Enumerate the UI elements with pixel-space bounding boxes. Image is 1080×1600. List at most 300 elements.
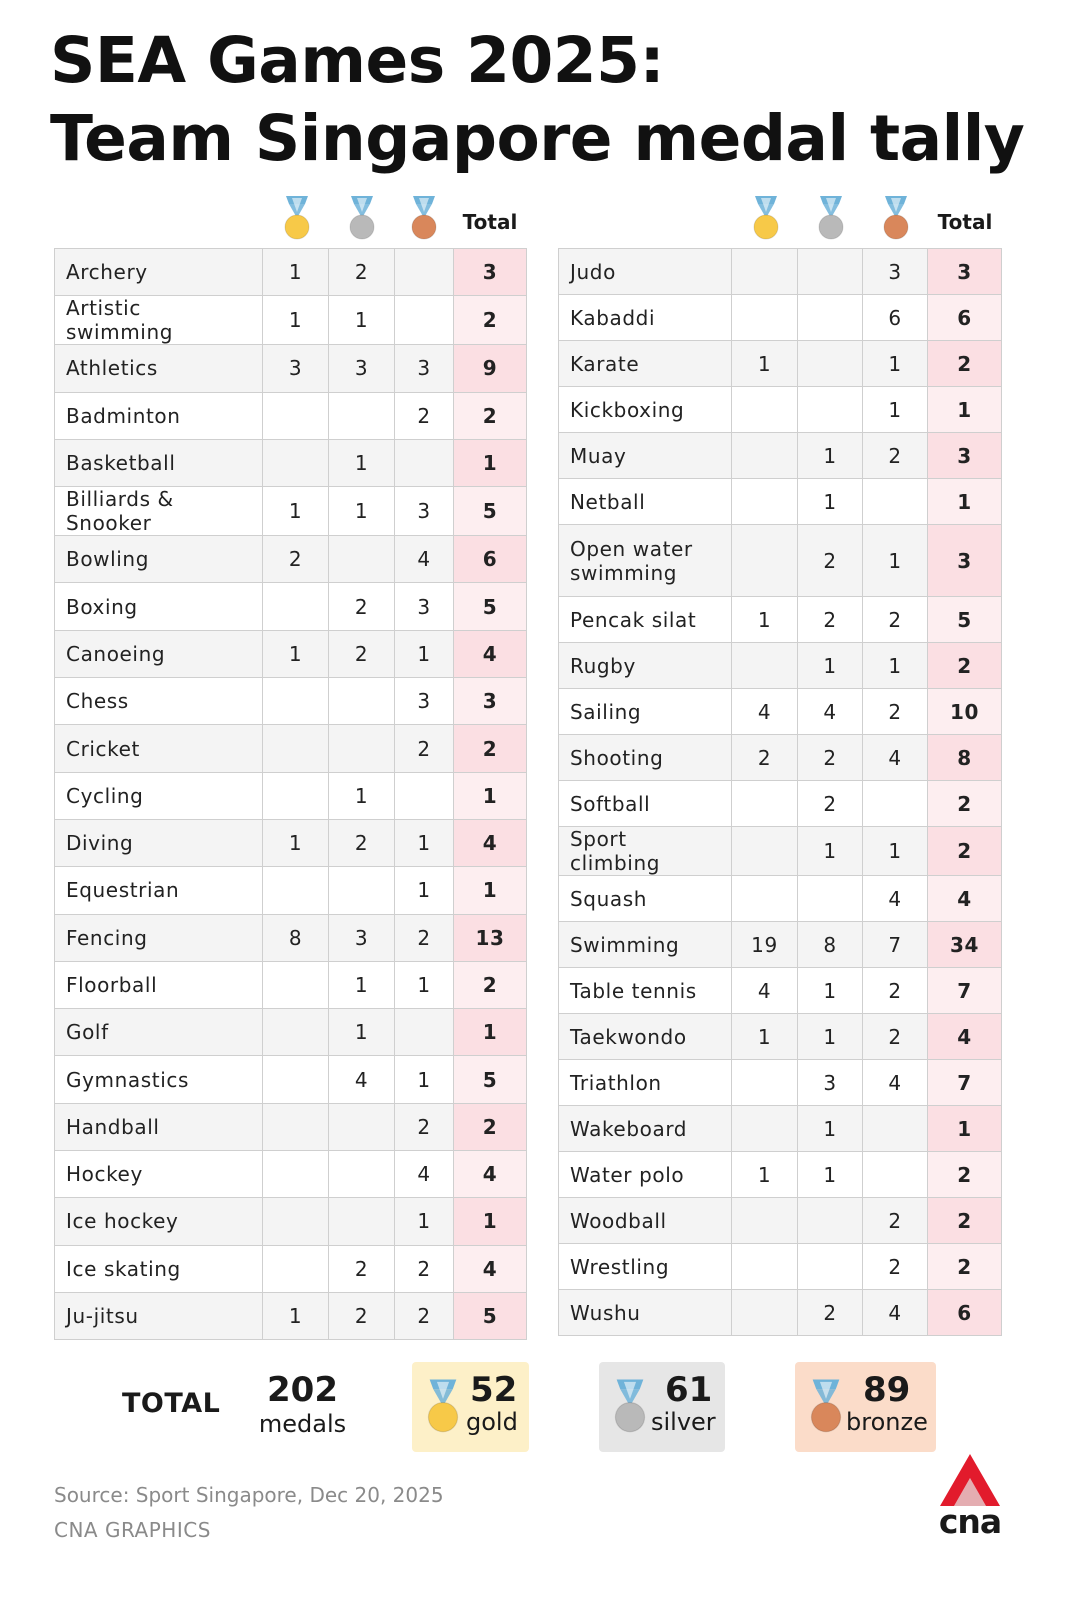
gold-count-cell: 1 bbox=[732, 597, 798, 643]
table-row bbox=[559, 968, 1002, 1014]
total-count-cell: 4 bbox=[454, 630, 527, 677]
silver-count-cell bbox=[329, 1198, 395, 1245]
total-count-cell: 6 bbox=[454, 536, 527, 583]
bronze-count-cell: 1 bbox=[395, 630, 454, 677]
left-medal-table-panel bbox=[54, 190, 527, 1340]
total-count-cell: 5 bbox=[454, 583, 527, 630]
summary-label: TOTAL bbox=[122, 1388, 221, 1419]
total-count-cell: 7 bbox=[928, 968, 1002, 1014]
table-row bbox=[559, 922, 1002, 968]
sport-name-cell: Wrestling bbox=[559, 1244, 732, 1290]
total-count-cell: 6 bbox=[928, 295, 1002, 341]
total-count-cell: 2 bbox=[928, 1152, 1002, 1198]
total-count-cell: 3 bbox=[928, 249, 1002, 295]
table-row bbox=[55, 1103, 527, 1150]
gold-count: 52 bbox=[470, 1370, 518, 1410]
silver-count-cell bbox=[329, 392, 395, 439]
total-count-cell: 1 bbox=[454, 1009, 527, 1056]
sport-name-cell: Floorball bbox=[55, 961, 263, 1008]
total-medals bbox=[250, 1370, 355, 1438]
bronze-count-cell: 2 bbox=[863, 968, 928, 1014]
sport-name-cell: Water polo bbox=[559, 1152, 732, 1198]
sport-name-cell: Basketball bbox=[55, 439, 263, 486]
gold-count-cell bbox=[732, 876, 798, 922]
bronze-count-cell: 2 bbox=[395, 392, 454, 439]
bronze-count-cell: 4 bbox=[863, 1060, 928, 1106]
medal-summary bbox=[0, 1362, 1080, 1454]
table-row bbox=[55, 439, 527, 486]
silver-count-cell: 1 bbox=[798, 643, 863, 689]
silver-medal-icon bbox=[817, 194, 845, 240]
sport-name-cell: Hockey bbox=[55, 1151, 263, 1198]
table-row bbox=[559, 1060, 1002, 1106]
gold-count-cell bbox=[732, 249, 798, 295]
silver-count-cell: 2 bbox=[329, 819, 395, 866]
gold-count-cell: 2 bbox=[263, 536, 329, 583]
table-row bbox=[55, 536, 527, 583]
table-row bbox=[55, 249, 527, 296]
silver-count-cell: 1 bbox=[798, 433, 863, 479]
silver-count-cell: 1 bbox=[329, 487, 395, 536]
bronze-count-cell bbox=[395, 772, 454, 819]
right-medal-table-panel bbox=[558, 190, 1002, 1336]
silver-count-cell: 1 bbox=[798, 479, 863, 525]
sport-name-cell: Triathlon bbox=[559, 1060, 732, 1106]
total-count-cell: 2 bbox=[928, 781, 1002, 827]
total-count-cell: 2 bbox=[928, 827, 1002, 876]
silver-count-cell bbox=[798, 341, 863, 387]
bronze-medal-icon bbox=[410, 194, 438, 240]
total-count-cell: 2 bbox=[928, 341, 1002, 387]
sport-name-cell: Badminton bbox=[55, 392, 263, 439]
bronze-count-cell bbox=[395, 249, 454, 296]
table-row bbox=[55, 1292, 527, 1339]
gold-count-cell: 1 bbox=[263, 296, 329, 345]
gold-count-cell bbox=[263, 678, 329, 725]
total-count-cell: 6 bbox=[928, 1290, 1002, 1336]
cna-logo bbox=[934, 1452, 1006, 1542]
sport-name-cell: Judo bbox=[559, 249, 732, 295]
silver-count-cell bbox=[798, 876, 863, 922]
sport-name-cell: Bowling bbox=[55, 536, 263, 583]
total-count-cell: 2 bbox=[454, 1103, 527, 1150]
gold-count-cell bbox=[732, 525, 798, 597]
silver-count-cell: 3 bbox=[329, 914, 395, 961]
sport-name-cell: Ice skating bbox=[55, 1245, 263, 1292]
table-row bbox=[55, 1009, 527, 1056]
total-column-header: Total bbox=[462, 210, 518, 234]
table-row bbox=[559, 1198, 1002, 1244]
bronze-summary-box bbox=[795, 1362, 936, 1452]
silver-summary-box bbox=[599, 1362, 725, 1452]
gold-medal-icon bbox=[283, 194, 311, 240]
total-count-cell: 5 bbox=[928, 597, 1002, 643]
total-count-cell: 13 bbox=[454, 914, 527, 961]
silver-count-cell: 2 bbox=[798, 1290, 863, 1336]
gold-count-cell: 1 bbox=[732, 341, 798, 387]
silver-count-cell: 2 bbox=[329, 583, 395, 630]
sport-name-cell: Cycling bbox=[55, 772, 263, 819]
sport-name-cell: Golf bbox=[55, 1009, 263, 1056]
total-count-cell: 4 bbox=[454, 819, 527, 866]
silver-count-cell: 1 bbox=[329, 772, 395, 819]
sport-name-cell: Cricket bbox=[55, 725, 263, 772]
gold-count-cell: 4 bbox=[732, 968, 798, 1014]
total-count-cell: 2 bbox=[454, 961, 527, 1008]
silver-count-cell: 2 bbox=[329, 249, 395, 296]
title-line-1: SEA Games 2025: bbox=[50, 24, 665, 97]
table-row bbox=[559, 295, 1002, 341]
gold-count-cell bbox=[732, 781, 798, 827]
gold-count-cell bbox=[263, 1245, 329, 1292]
gold-count-cell bbox=[263, 1103, 329, 1150]
sport-name-cell: Equestrian bbox=[55, 867, 263, 914]
silver-count-cell: 1 bbox=[329, 1009, 395, 1056]
bronze-count-cell bbox=[863, 1106, 928, 1152]
table-row bbox=[55, 583, 527, 630]
total-count-cell: 1 bbox=[928, 1106, 1002, 1152]
silver-count-cell bbox=[329, 867, 395, 914]
silver-count: 61 bbox=[665, 1370, 713, 1410]
bronze-count-cell: 1 bbox=[395, 961, 454, 1008]
gold-medal-icon bbox=[752, 194, 780, 240]
bronze-count-cell: 2 bbox=[395, 1245, 454, 1292]
sport-name-cell: Sport climbing bbox=[559, 827, 732, 876]
table-row bbox=[559, 1014, 1002, 1060]
table-row bbox=[559, 597, 1002, 643]
left-medal-table bbox=[54, 248, 527, 1340]
total-count-cell: 4 bbox=[928, 876, 1002, 922]
bronze-count-cell: 2 bbox=[863, 1014, 928, 1060]
gold-count-cell: 1 bbox=[263, 249, 329, 296]
gold-count-cell: 2 bbox=[732, 735, 798, 781]
silver-count-cell bbox=[798, 387, 863, 433]
total-count-cell: 10 bbox=[928, 689, 1002, 735]
bronze-medal-icon bbox=[809, 1376, 843, 1434]
total-count-cell: 2 bbox=[928, 1244, 1002, 1290]
gold-count-cell: 19 bbox=[732, 922, 798, 968]
table-row bbox=[559, 341, 1002, 387]
gold-count-cell: 8 bbox=[263, 914, 329, 961]
total-count-cell: 1 bbox=[454, 439, 527, 486]
gold-count-cell bbox=[263, 439, 329, 486]
bronze-count-cell: 2 bbox=[863, 1244, 928, 1290]
sport-name-cell: Squash bbox=[559, 876, 732, 922]
gold-count-cell bbox=[263, 1009, 329, 1056]
total-count-cell: 2 bbox=[454, 725, 527, 772]
silver-count-cell: 2 bbox=[798, 735, 863, 781]
total-column-header: Total bbox=[937, 210, 993, 234]
total-count-cell: 5 bbox=[454, 1056, 527, 1103]
sport-name-cell: Shooting bbox=[559, 735, 732, 781]
bronze-count-cell: 1 bbox=[863, 525, 928, 597]
sport-name-cell: Fencing bbox=[55, 914, 263, 961]
sport-name-cell: Archery bbox=[55, 249, 263, 296]
table-row bbox=[55, 345, 527, 392]
table-row bbox=[55, 630, 527, 677]
bronze-count-cell: 1 bbox=[395, 819, 454, 866]
sport-name-cell: Chess bbox=[55, 678, 263, 725]
table-row bbox=[55, 1198, 527, 1245]
bronze-count-cell: 3 bbox=[863, 249, 928, 295]
right-table-header bbox=[558, 190, 1002, 248]
gold-count-cell bbox=[263, 583, 329, 630]
gold-count-cell: 4 bbox=[732, 689, 798, 735]
gold-count-cell: 1 bbox=[263, 487, 329, 536]
table-row bbox=[559, 1106, 1002, 1152]
silver-count-cell bbox=[329, 725, 395, 772]
table-row bbox=[559, 1244, 1002, 1290]
gold-count-cell: 1 bbox=[263, 819, 329, 866]
bronze-count-cell: 1 bbox=[863, 341, 928, 387]
total-count-cell: 8 bbox=[928, 735, 1002, 781]
total-count-cell: 1 bbox=[454, 772, 527, 819]
silver-count-cell bbox=[798, 1244, 863, 1290]
silver-count-cell: 1 bbox=[798, 968, 863, 1014]
graphics-credit: CNA GRAPHICS bbox=[54, 1518, 211, 1542]
total-count-cell: 1 bbox=[454, 867, 527, 914]
bronze-count-cell bbox=[863, 781, 928, 827]
bronze-count-cell: 2 bbox=[395, 914, 454, 961]
total-count-cell: 1 bbox=[454, 1198, 527, 1245]
sport-name-cell: Kabaddi bbox=[559, 295, 732, 341]
silver-count-cell bbox=[798, 1198, 863, 1244]
table-row bbox=[559, 433, 1002, 479]
table-row bbox=[559, 249, 1002, 295]
silver-count-cell: 3 bbox=[329, 345, 395, 392]
sport-name-cell: Netball bbox=[559, 479, 732, 525]
total-medals-value: 202 bbox=[267, 1370, 338, 1410]
gold-unit: gold bbox=[466, 1408, 518, 1436]
gold-count-cell bbox=[732, 387, 798, 433]
total-count-cell: 3 bbox=[454, 249, 527, 296]
total-count-cell: 2 bbox=[928, 1198, 1002, 1244]
bronze-count-cell: 3 bbox=[395, 583, 454, 630]
cna-logo-text: cna bbox=[938, 1502, 1002, 1541]
silver-count-cell: 2 bbox=[798, 597, 863, 643]
gold-count-cell: 1 bbox=[263, 630, 329, 677]
gold-count-cell bbox=[732, 295, 798, 341]
sport-name-cell: Diving bbox=[55, 819, 263, 866]
gold-count-cell bbox=[263, 725, 329, 772]
silver-medal-icon bbox=[613, 1376, 647, 1434]
gold-summary-box bbox=[412, 1362, 529, 1452]
bronze-count-cell: 7 bbox=[863, 922, 928, 968]
total-count-cell: 3 bbox=[454, 678, 527, 725]
bronze-count-cell: 4 bbox=[395, 1151, 454, 1198]
silver-count-cell: 4 bbox=[329, 1056, 395, 1103]
total-count-cell: 2 bbox=[928, 643, 1002, 689]
total-count-cell: 3 bbox=[928, 433, 1002, 479]
sport-name-cell: Softball bbox=[559, 781, 732, 827]
gold-count-cell: 1 bbox=[732, 1014, 798, 1060]
silver-unit: silver bbox=[651, 1408, 716, 1436]
sport-name-cell: Ju-jitsu bbox=[55, 1292, 263, 1339]
silver-count-cell: 2 bbox=[329, 1292, 395, 1339]
table-row bbox=[559, 525, 1002, 597]
gold-count-cell bbox=[732, 827, 798, 876]
bronze-count-cell: 3 bbox=[395, 345, 454, 392]
table-row bbox=[55, 725, 527, 772]
table-row bbox=[559, 827, 1002, 876]
bronze-count-cell bbox=[395, 439, 454, 486]
silver-count-cell: 2 bbox=[798, 781, 863, 827]
table-row bbox=[559, 1152, 1002, 1198]
bronze-count-cell: 1 bbox=[395, 867, 454, 914]
table-row bbox=[55, 1151, 527, 1198]
total-count-cell: 2 bbox=[454, 296, 527, 345]
silver-count-cell: 2 bbox=[329, 630, 395, 677]
silver-count-cell: 3 bbox=[798, 1060, 863, 1106]
bronze-count-cell: 3 bbox=[395, 487, 454, 536]
gold-count-cell bbox=[732, 479, 798, 525]
bronze-count-cell: 4 bbox=[395, 536, 454, 583]
bronze-count-cell: 2 bbox=[395, 1103, 454, 1150]
gold-count-cell bbox=[263, 392, 329, 439]
silver-count-cell: 8 bbox=[798, 922, 863, 968]
table-row bbox=[559, 781, 1002, 827]
gold-count-cell bbox=[732, 1244, 798, 1290]
bronze-medal-icon bbox=[882, 194, 910, 240]
gold-count-cell bbox=[263, 867, 329, 914]
bronze-count-cell: 4 bbox=[863, 1290, 928, 1336]
table-row bbox=[55, 487, 527, 536]
total-count-cell: 3 bbox=[928, 525, 1002, 597]
total-count-cell: 4 bbox=[454, 1151, 527, 1198]
right-medal-table bbox=[558, 248, 1002, 1336]
sport-name-cell: Open water swimming bbox=[559, 525, 732, 597]
total-count-cell: 2 bbox=[454, 392, 527, 439]
total-count-cell: 1 bbox=[928, 479, 1002, 525]
source-note: Source: Sport Singapore, Dec 20, 2025 bbox=[54, 1483, 444, 1507]
total-count-cell: 9 bbox=[454, 345, 527, 392]
cna-logo-mark-icon bbox=[934, 1452, 1006, 1508]
gold-count-cell bbox=[263, 1151, 329, 1198]
table-row bbox=[55, 914, 527, 961]
silver-count-cell: 2 bbox=[329, 1245, 395, 1292]
gold-count-cell bbox=[732, 643, 798, 689]
table-row bbox=[55, 867, 527, 914]
gold-count-cell bbox=[732, 1106, 798, 1152]
total-count-cell: 4 bbox=[454, 1245, 527, 1292]
sport-name-cell: Swimming bbox=[559, 922, 732, 968]
total-count-cell: 5 bbox=[454, 487, 527, 536]
sport-name-cell: Canoeing bbox=[55, 630, 263, 677]
bronze-count-cell: 3 bbox=[395, 678, 454, 725]
gold-count-cell: 3 bbox=[263, 345, 329, 392]
gold-count-cell bbox=[732, 1290, 798, 1336]
total-count-cell: 4 bbox=[928, 1014, 1002, 1060]
sport-name-cell: Gymnastics bbox=[55, 1056, 263, 1103]
sport-name-cell: Karate bbox=[559, 341, 732, 387]
silver-count-cell bbox=[329, 678, 395, 725]
bronze-count-cell: 1 bbox=[863, 827, 928, 876]
table-row bbox=[559, 689, 1002, 735]
silver-count-cell: 4 bbox=[798, 689, 863, 735]
table-row bbox=[55, 772, 527, 819]
bronze-count-cell: 6 bbox=[863, 295, 928, 341]
table-row bbox=[559, 876, 1002, 922]
bronze-count-cell: 2 bbox=[863, 689, 928, 735]
silver-count-cell bbox=[329, 536, 395, 583]
bronze-count-cell: 2 bbox=[863, 597, 928, 643]
bronze-count-cell: 1 bbox=[863, 643, 928, 689]
total-count-cell: 5 bbox=[454, 1292, 527, 1339]
sport-name-cell: Table tennis bbox=[559, 968, 732, 1014]
bronze-count-cell: 4 bbox=[863, 735, 928, 781]
sport-name-cell: Rugby bbox=[559, 643, 732, 689]
silver-count-cell bbox=[329, 1151, 395, 1198]
sport-name-cell: Taekwondo bbox=[559, 1014, 732, 1060]
gold-count-cell bbox=[263, 772, 329, 819]
bronze-count-cell: 2 bbox=[395, 725, 454, 772]
bronze-count-cell: 2 bbox=[863, 1198, 928, 1244]
silver-count-cell: 2 bbox=[798, 525, 863, 597]
silver-count-cell: 1 bbox=[329, 961, 395, 1008]
gold-count-cell: 1 bbox=[263, 1292, 329, 1339]
bronze-count-cell: 1 bbox=[395, 1056, 454, 1103]
bronze-count: 89 bbox=[863, 1370, 911, 1410]
sport-name-cell: Pencak silat bbox=[559, 597, 732, 643]
table-row bbox=[55, 961, 527, 1008]
bronze-unit: bronze bbox=[846, 1408, 928, 1436]
table-row bbox=[55, 819, 527, 866]
sport-name-cell: Billiards & Snooker bbox=[55, 487, 263, 536]
silver-count-cell: 1 bbox=[798, 1106, 863, 1152]
silver-count-cell: 1 bbox=[798, 1014, 863, 1060]
sport-name-cell: Boxing bbox=[55, 583, 263, 630]
bronze-count-cell: 2 bbox=[863, 433, 928, 479]
bronze-count-cell: 2 bbox=[395, 1292, 454, 1339]
silver-count-cell: 1 bbox=[329, 296, 395, 345]
sport-name-cell: Athletics bbox=[55, 345, 263, 392]
sport-name-cell: Muay bbox=[559, 433, 732, 479]
total-count-cell: 34 bbox=[928, 922, 1002, 968]
sport-name-cell: Wakeboard bbox=[559, 1106, 732, 1152]
gold-count-cell bbox=[263, 1198, 329, 1245]
table-row bbox=[559, 1290, 1002, 1336]
silver-count-cell: 1 bbox=[798, 827, 863, 876]
bronze-count-cell bbox=[863, 1152, 928, 1198]
bronze-count-cell bbox=[863, 479, 928, 525]
silver-count-cell: 1 bbox=[329, 439, 395, 486]
sport-name-cell: Woodball bbox=[559, 1198, 732, 1244]
silver-count-cell bbox=[329, 1103, 395, 1150]
table-row bbox=[55, 1245, 527, 1292]
gold-count-cell bbox=[263, 961, 329, 1008]
sport-name-cell: Ice hockey bbox=[55, 1198, 263, 1245]
total-count-cell: 7 bbox=[928, 1060, 1002, 1106]
bronze-count-cell: 4 bbox=[863, 876, 928, 922]
bronze-count-cell bbox=[395, 1009, 454, 1056]
sport-name-cell: Wushu bbox=[559, 1290, 732, 1336]
table-row bbox=[55, 1056, 527, 1103]
sport-name-cell: Artistic swimming bbox=[55, 296, 263, 345]
total-count-cell: 1 bbox=[928, 387, 1002, 433]
sport-name-cell: Handball bbox=[55, 1103, 263, 1150]
bronze-count-cell bbox=[395, 296, 454, 345]
gold-count-cell bbox=[732, 433, 798, 479]
silver-count-cell bbox=[798, 249, 863, 295]
gold-count-cell: 1 bbox=[732, 1152, 798, 1198]
title-line-2: Team Singapore medal tally bbox=[50, 102, 1025, 175]
silver-medal-icon bbox=[348, 194, 376, 240]
table-row bbox=[559, 387, 1002, 433]
table-row bbox=[559, 479, 1002, 525]
left-table-header bbox=[54, 190, 527, 248]
table-row bbox=[559, 643, 1002, 689]
sport-name-cell: Kickboxing bbox=[559, 387, 732, 433]
